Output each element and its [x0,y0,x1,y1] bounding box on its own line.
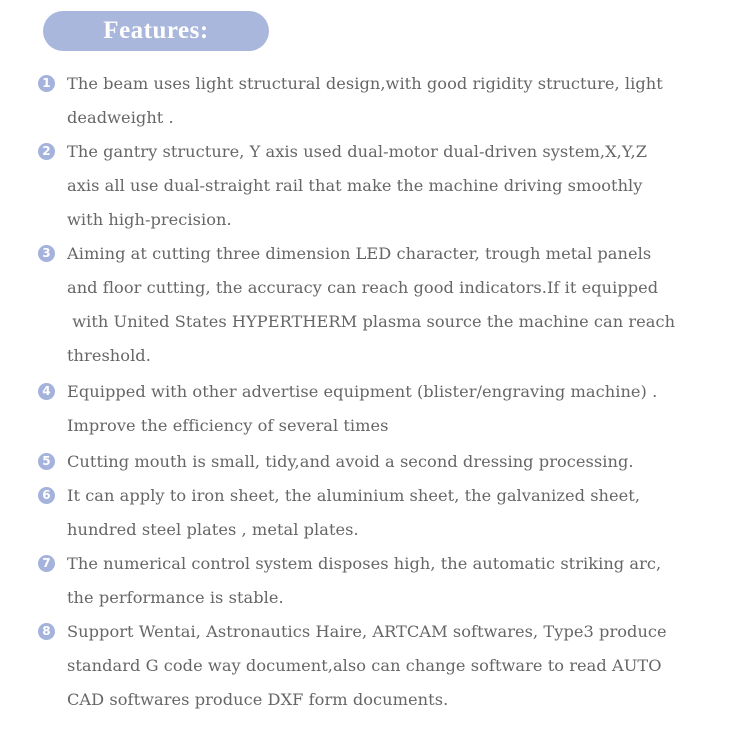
number-badge-icon: 5 [38,453,55,470]
feature-text-line: with high-precision. [67,210,232,229]
features-list [38,67,728,717]
feature-item-8 [38,615,728,717]
feature-text-line: with United States HYPERTHERM plasma source the machine can reach [67,312,676,331]
feature-text-line: CAD softwares produce DXF form documents. [67,690,449,709]
number-badge-icon: 7 [38,555,55,572]
feature-item-7 [38,547,728,615]
feature-text-line: The numerical control system disposes high, the automatic striking arc, [67,554,662,573]
feature-item-2 [38,135,728,237]
feature-item-6 [38,479,728,547]
feature-text-line: Improve the efficiency of several times [67,416,389,435]
feature-text-line: Equipped with other advertise equipment (blister/engraving machine) . [67,382,658,401]
feature-text-line: threshold. [67,346,151,365]
number-badge-icon: 3 [38,245,55,262]
feature-text-line: the performance is stable. [67,588,284,607]
features-header-pill [43,11,269,51]
feature-text-line: It can apply to iron sheet, the aluminium sheet, the galvanized sheet, [67,486,641,505]
feature-item-5 [38,445,728,479]
feature-text-line: axis all use dual-straight rail that make the machine driving smoothly [67,176,643,195]
feature-text-line: deadweight . [67,108,174,127]
number-badge-icon: 8 [38,623,55,640]
feature-item-3 [38,237,728,373]
feature-text-line: standard G code way document,also can change software to read AUTO [67,656,662,675]
feature-item-1 [38,67,728,135]
number-badge-icon: 4 [38,383,55,400]
feature-text-line: The gantry structure, Y axis used dual-motor dual-driven system,X,Y,Z [67,142,647,161]
number-badge-icon: 1 [38,75,55,92]
number-badge-icon: 2 [38,143,55,160]
feature-text-line: Support Wentai, Astronautics Haire, ARTCAM softwares, Type3 produce [67,622,667,641]
number-badge-icon: 6 [38,487,55,504]
feature-text-line: Cutting mouth is small, tidy,and avoid a second dressing processing. [67,452,634,471]
feature-text-line: and floor cutting, the accuracy can reach good indicators.If it equipped [67,278,659,297]
features-title: Features: [103,17,209,44]
feature-text-line: Aiming at cutting three dimension LED character, trough metal panels [67,244,652,263]
feature-text-line: The beam uses light structural design,with good rigidity structure, light [67,74,663,93]
feature-text-line: hundred steel plates , metal plates. [67,520,359,539]
feature-item-4 [38,375,728,443]
